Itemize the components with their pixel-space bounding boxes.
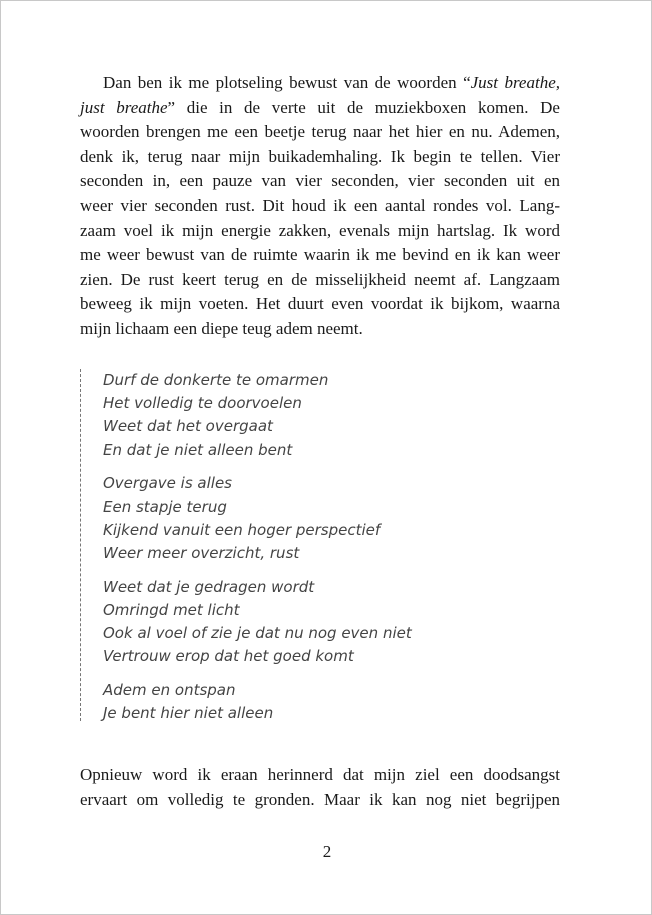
poem-line: Weet dat je gedragen wordt [103,577,315,596]
poem-line: En dat je niet alleen bent [103,440,293,459]
poem-line: Je bent hier niet alleen [103,704,274,723]
poem-line: Ook al voel of zie je dat nu nog even niet [103,624,412,643]
paragraph-1-line: zaam voel ik mijn energie zakken, evenals mijn hartslag. Ik word [80,220,560,240]
paragraph-1-line: seconden in, een pauze van vier seconden, vier seconden uit en [80,171,560,191]
poem-line: Weer meer overzicht, rust [103,543,300,562]
paragraph-2-line: Opnieuw word ik eraan herinnerd dat mijn ziel een doodsangst [80,765,560,784]
poem-block [80,369,501,721]
page-number: 2 [322,842,332,861]
paragraph-1-line: denk ik, terug naar mijn buikademhaling. Ik begin te tellen. Vier [80,146,560,166]
paragraph-1-line: woorden brengen me een beetje terug naar het hier en nu. Ademen, [80,122,560,142]
poem-stanza [103,369,501,462]
paragraph-1-line: weer vier seconden rust. Dit houd ik een aantal rondes vol. Lang- [80,195,560,215]
poem-line: Een stapje terug [103,497,227,516]
paragraph-2-line: ervaart om volledig te gronden. Maar ik kan nog niet begrijpen [80,789,560,809]
poem-stanza [103,679,501,725]
paragraph-1-line: me weer bewust van de ruimte waarin ik me bevind en ik kan weer [80,245,560,265]
poem-line: Kijkend vanuit een hoger perspectief [103,520,381,539]
paragraph-1-line: zien. De rust keert terug en de misselijkheid neemt af. Langzaam [80,269,560,289]
poem-stanza [103,472,501,565]
poem-line: Omringd met licht [103,600,240,619]
paragraph-1-line: mijn lichaam een diepe teug adem neemt. [80,318,363,338]
paragraph-1-line: Dan ben ik me plotseling bewust van de woorden “Just breathe, [103,73,560,92]
poem-line: Overgave is alles [103,474,232,493]
poem-line: Het volledig te doorvoelen [103,394,302,413]
paragraph-2 [80,763,560,812]
paragraph-1-line: beweeg ik mijn voeten. Het duurt even voordat ik bijkom, waarna [80,294,560,314]
paragraph-1-line: just breathe” die in de verte uit de muziekboxen komen. De [80,97,560,117]
poem-line: Weet dat het overgaat [103,417,273,436]
poem-stanza [103,576,501,669]
paragraph-1 [80,71,560,342]
poem-line: Durf de donkerte te omarmen [103,371,329,389]
poem-line: Adem en ontspan [103,680,236,699]
poem-line: Vertrouw erop dat het goed komt [103,647,354,666]
